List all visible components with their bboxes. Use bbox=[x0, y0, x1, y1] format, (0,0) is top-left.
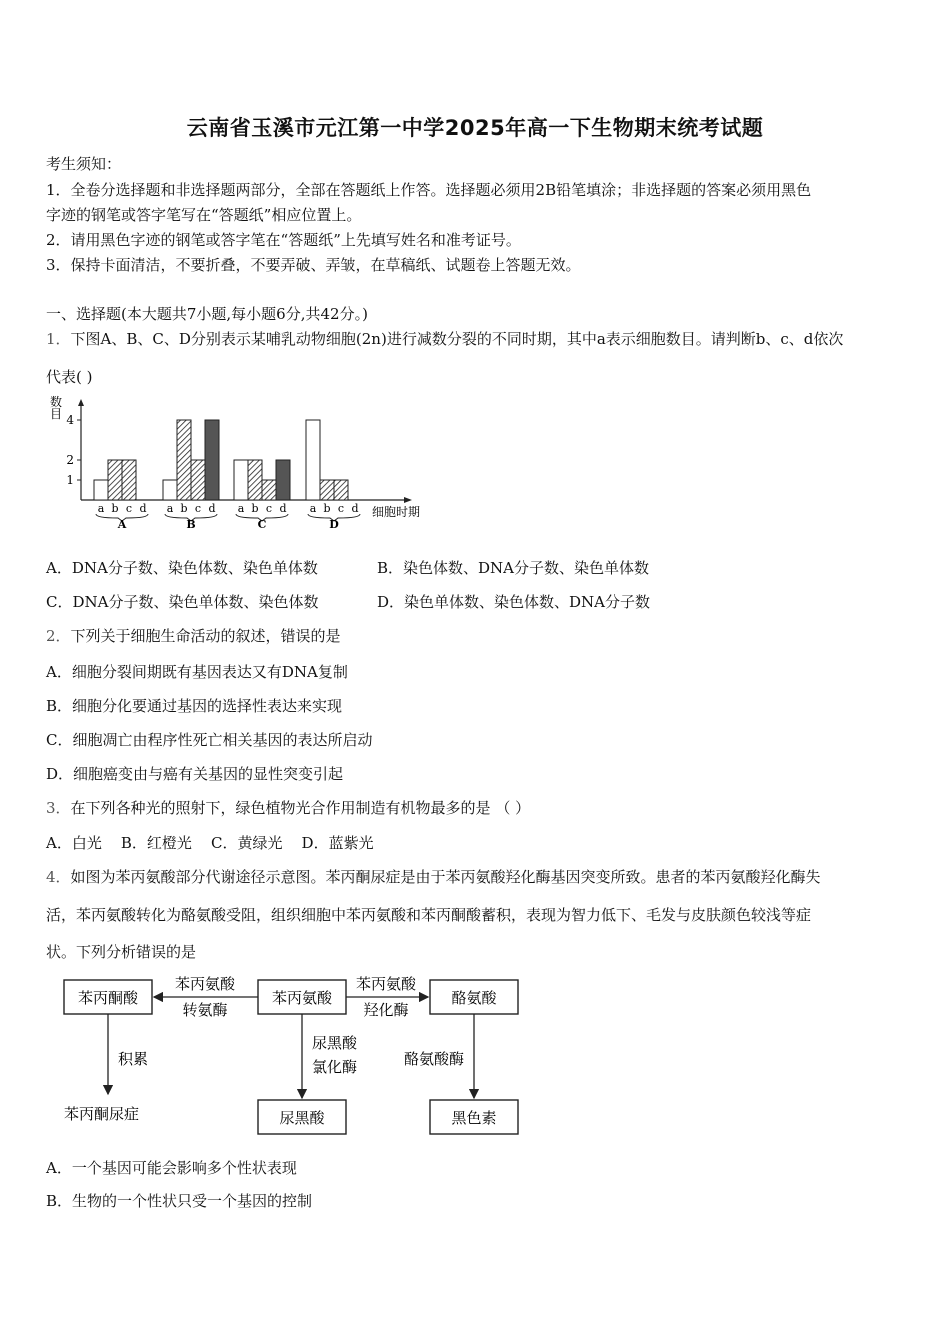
enzyme-transaminase-line2: 转氨酶 bbox=[182, 1001, 228, 1019]
page-title: 云南省玉溪市元江第一中学2025年高一下生物期末统考试题 bbox=[186, 116, 764, 140]
q1-option-a[interactable]: A．DNA分子数、染色体数、染色单体数 bbox=[46, 559, 318, 577]
bar-D-c bbox=[334, 480, 348, 500]
box-homogentisic-acid-label: 尿黑酸 bbox=[279, 1109, 325, 1127]
bar-B-a bbox=[163, 480, 177, 500]
group-label-A: A bbox=[117, 518, 127, 530]
bar-label: d bbox=[279, 502, 287, 515]
q4-stem-cont: 活，苯丙氨酸转化为酪氨酸受阻，组织细胞中苯丙氨酸和苯丙酮酸蓄积，表现为智力低下、毛发与皮肤颜色较浅等症 bbox=[46, 906, 812, 924]
chart-ytick-label: 1 bbox=[66, 473, 74, 487]
bar-A-c bbox=[122, 460, 136, 500]
notice-item-1: 1．全卷分选择题和非选择题两部分，全部在答题纸上作答。选择题必须用2B铅笔填涂；非选择题的答案必须用黑色 bbox=[46, 181, 812, 199]
q2-option-c[interactable]: C．细胞凋亡由程序性死亡相关基因的表达所启动 bbox=[46, 731, 373, 749]
q1-text: 下图A、B、C、D分别表示某哺乳动物细胞(2n)进行减数分裂的不同时期，其中a表示细胞数目。请判断b、c、d依次 bbox=[70, 330, 844, 348]
q4-number: 4． bbox=[46, 868, 71, 886]
q1-option-d[interactable]: D．染色单体数、染色体数、DNA分子数 bbox=[377, 593, 651, 611]
q4-option-b[interactable]: B．生物的一个性状只受一个基因的控制 bbox=[46, 1192, 313, 1210]
q3-options[interactable]: A．白光 B．红橙光 C．黄绿光 D．蓝紫光 bbox=[46, 834, 374, 852]
notice-item-2: 2．请用黑色字迹的钢笔或答字笔在“答题纸”上先填写姓名和准考证号。 bbox=[46, 231, 521, 249]
bar-label: d bbox=[208, 502, 216, 515]
q2-text: 下列关于细胞生命活动的叙述，错误的是 bbox=[70, 627, 341, 645]
notice-item-3: 3．保持卡面清洁，不要折叠，不要弄破、弄皱，在草稿纸、试题卷上答题无效。 bbox=[46, 256, 581, 274]
chart-y-arrow bbox=[78, 399, 84, 406]
chart-ytick-label: 4 bbox=[66, 413, 74, 427]
bar-B-b bbox=[177, 420, 191, 500]
q3-text: 在下列各种光的照射下，绿色植物光合作用制造有机物最多的是 （ ） bbox=[70, 799, 531, 817]
q1-stem bbox=[46, 328, 843, 349]
bar-C-b bbox=[248, 460, 262, 500]
chart-x-arrow bbox=[404, 497, 412, 503]
q2-option-d[interactable]: D．细胞癌变由与癌有关基因的显性突变引起 bbox=[46, 765, 344, 783]
box-phenylpyruvate-label: 苯丙酮酸 bbox=[77, 989, 139, 1007]
notice-heading: 考生须知： bbox=[46, 155, 122, 173]
bar-label: b bbox=[111, 502, 119, 515]
bar-C-a bbox=[234, 460, 248, 500]
bar-label: d bbox=[139, 502, 147, 515]
bar-B-d bbox=[205, 420, 219, 500]
chart-ytick-label: 2 bbox=[66, 453, 74, 467]
enzyme-hydroxylase-line1: 苯丙氨酸 bbox=[355, 975, 417, 993]
label-disease: 苯丙酮尿症 bbox=[64, 1105, 140, 1123]
bar-label: c bbox=[265, 502, 273, 515]
bar-A-a bbox=[94, 480, 108, 500]
bar-label: a bbox=[309, 502, 317, 515]
q4-stem bbox=[46, 866, 821, 887]
bar-label: a bbox=[97, 502, 105, 515]
group-label-B: B bbox=[186, 518, 196, 530]
enzyme-hga-line1: 尿黑酸 bbox=[312, 1034, 358, 1052]
enzyme-hga-line2: 氯化酶 bbox=[312, 1058, 358, 1076]
label-accumulate: 积累 bbox=[118, 1050, 149, 1068]
q4-text: 如图为苯丙氨酸部分代谢途径示意图。苯丙酮尿症是由于苯丙氨酸羟化酶基因突变所致。患者的苯丙氨酸羟化酶失 bbox=[70, 868, 821, 886]
bar-label: c bbox=[194, 502, 202, 515]
q2-option-a[interactable]: A．细胞分裂间期既有基因表达又有DNA复制 bbox=[46, 663, 348, 681]
chart-ylabel-1: 数 bbox=[50, 395, 63, 409]
q4-option-a[interactable]: A．一个基因可能会影响多个性状表现 bbox=[46, 1159, 297, 1177]
q4-pathway-diagram bbox=[58, 972, 538, 1144]
section-heading: 一、选择题(本大题共7小题,每小题6分,共42分。) bbox=[46, 305, 368, 323]
bar-A-b bbox=[108, 460, 122, 500]
enzyme-hydroxylase-line2: 羟化酶 bbox=[363, 1001, 409, 1019]
q1-number: 1． bbox=[46, 330, 71, 348]
q1-option-b[interactable]: B．染色体数、DNA分子数、染色单体数 bbox=[377, 559, 650, 577]
bar-label: a bbox=[237, 502, 245, 515]
bar-label: d bbox=[351, 502, 359, 515]
bar-label: b bbox=[180, 502, 188, 515]
bar-C-d bbox=[276, 460, 290, 500]
q1-bar-chart bbox=[44, 392, 444, 530]
bar-label: b bbox=[323, 502, 331, 515]
bar-D-b bbox=[320, 480, 334, 500]
q3-stem bbox=[46, 797, 530, 818]
bar-label: b bbox=[251, 502, 259, 515]
enzyme-tyrosinase: 酪氨酸酶 bbox=[403, 1050, 464, 1068]
q1-stem-cont: 代表( ) bbox=[46, 368, 93, 386]
group-label-D: D bbox=[329, 518, 339, 530]
notice-item-1-cont: 字迹的钢笔或答字笔写在“答题纸”相应位置上。 bbox=[46, 206, 362, 224]
box-phenylalanine-label: 苯丙氨酸 bbox=[271, 989, 333, 1007]
q4-stem-cont-2: 状。下列分析错误的是 bbox=[46, 943, 197, 961]
q2-option-b[interactable]: B．细胞分化要通过基因的选择性表达来实现 bbox=[46, 697, 343, 715]
q1-option-c[interactable]: C．DNA分子数、染色单体数、染色体数 bbox=[46, 593, 319, 611]
enzyme-transaminase-line1: 苯丙氨酸 bbox=[174, 975, 236, 993]
bar-C-c bbox=[262, 480, 276, 500]
group-label-C: C bbox=[257, 518, 267, 530]
q3-number: 3． bbox=[46, 799, 71, 817]
q2-number: 2． bbox=[46, 627, 71, 645]
bar-label: a bbox=[166, 502, 174, 515]
bar-D-a bbox=[306, 420, 320, 500]
chart-ylabel-2: 目 bbox=[50, 407, 63, 421]
bar-label: c bbox=[337, 502, 345, 515]
box-tyrosine-label: 酪氨酸 bbox=[451, 989, 497, 1007]
bar-label: c bbox=[125, 502, 133, 515]
box-melanin-label: 黑色素 bbox=[451, 1109, 497, 1127]
q2-stem bbox=[46, 625, 341, 646]
chart-xlabel: 细胞时期 bbox=[372, 505, 421, 519]
bar-B-c bbox=[191, 460, 205, 500]
